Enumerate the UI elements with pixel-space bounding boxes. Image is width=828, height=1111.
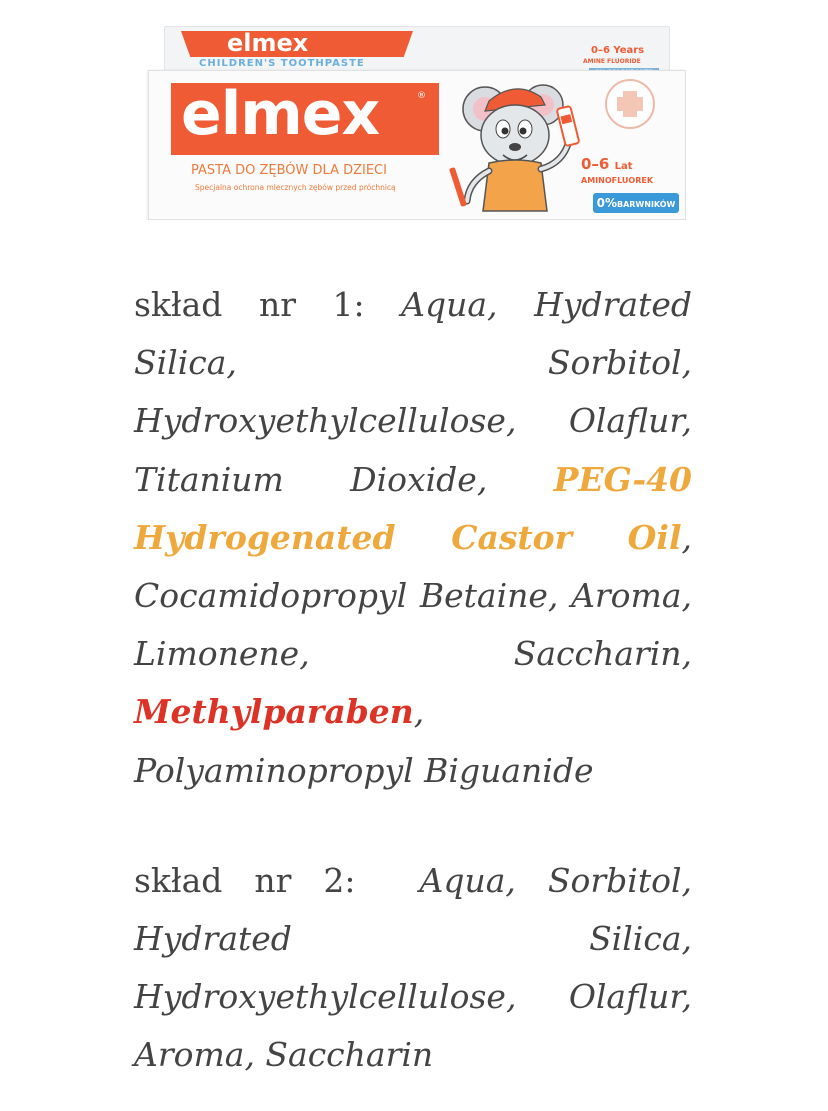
quality-seal-icon	[605, 79, 655, 129]
badge-text: BARWNIKÓW	[616, 200, 676, 209]
badge-percent: 0%	[596, 196, 617, 210]
composition-2-label: skład nr 2:	[134, 860, 356, 900]
brand-banner	[171, 79, 439, 155]
age-range-unit: Lat	[614, 161, 633, 172]
brand-logo: elmex	[181, 79, 380, 149]
composition-1-part-c: , Polyaminopropyl Biguanide	[134, 692, 594, 790]
warning-ingredient-red: Methylparaben	[134, 692, 414, 732]
top-brand-logo: elmex	[227, 29, 309, 57]
top-amine-fluoride: AMINE FLUORIDE	[583, 58, 641, 65]
top-subtitle: CHILDREN'S TOOTHPASTE	[199, 58, 365, 69]
mouse-mascot-icon	[445, 71, 585, 219]
age-range	[581, 155, 633, 173]
composition-2	[134, 852, 692, 1085]
composition-1-part-b: , Cocamidopropyl Betaine, Aroma, Limonene, Saccharin,	[134, 517, 692, 674]
product-image	[146, 24, 686, 220]
top-age-range: 0–6 Years	[591, 45, 645, 56]
colourants-badge	[593, 193, 679, 213]
composition-2-ingredients: Aqua, Sorbitol, Hydrated Silica, Hydroxyethylcellulose, Olaflur, Aroma, Saccharin	[134, 860, 692, 1075]
age-range-value: 0–6	[581, 155, 610, 173]
product-title: PASTA DO ZĘBÓW DLA DZIECI	[191, 163, 387, 178]
ingredients-section	[134, 276, 692, 1085]
box-front-panel	[148, 70, 686, 220]
composition-1-label: skład nr 1:	[134, 285, 365, 324]
aminofluorek-label: AMINOFLUOREK	[581, 176, 654, 185]
composition-1-part-a: Aqua, Hydrated Silica, Sorbitol, Hydroxyethylcellulose, Olaflur, Titanium Dioxide,	[134, 285, 692, 499]
composition-1	[134, 276, 692, 800]
registered-mark: ®	[417, 91, 426, 101]
warning-ingredient-orange: PEG-40 Hydrogenated Castor Oil	[134, 459, 692, 557]
product-subtitle: Specjalna ochrona mlecznych zębów przed próchnicą	[195, 183, 396, 192]
